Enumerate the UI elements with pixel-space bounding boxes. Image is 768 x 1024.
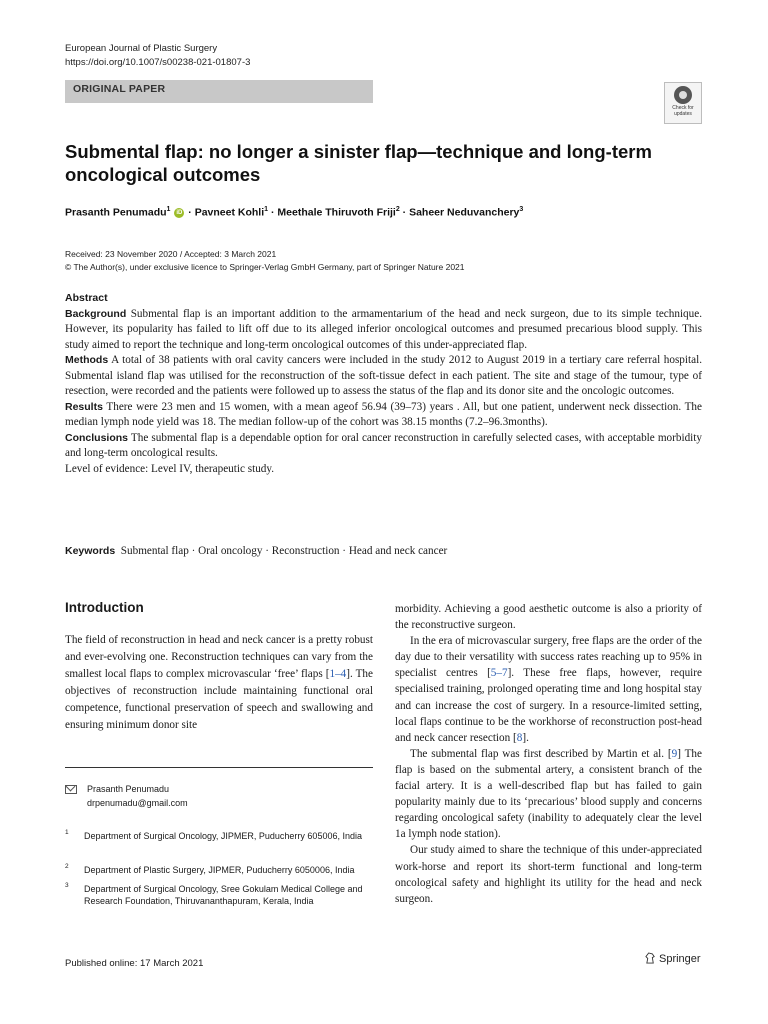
affiliation-text: Department of Surgical Oncology, JIPMER, Puducherry 605006, India [84, 831, 362, 841]
results-text: There were 23 men and 15 women, with a mean ageof 56.94 (39–73) years . All, but one patient, underwent neck dissection. The median lymph node yield was 18. The median follow-up of the cohort was 38.15 months (7.2–96.3months). [65, 400, 702, 428]
abstract-heading: Abstract [65, 292, 108, 304]
springer-horse-icon [645, 952, 656, 964]
conclusions-label: Conclusions [65, 431, 129, 444]
results-label: Results [65, 400, 103, 413]
corresponding-author [65, 782, 188, 810]
author-list: Prasanth Penumadu$^1$ iD · Pavneet Kohli$^1$ · Meethale Thiruvoth Friji$^2$ · Saheer Neduvanchery$^3$ [65, 206, 524, 219]
background-text: Submental flap is an important addition to the armamentarium of the head and neck surgeon, due to its simple technique. However, its popularity has failed to lift off due to its alleged inferior oncological outcomes and presumed precarious blood supply. This study aimed to report the technique and long-term oncological outcomes of this under-appreciated flap. [65, 307, 703, 351]
published-online: Published online: 17 March 2021 [65, 958, 204, 969]
received-accepted: Received: 23 November 2020 / Accepted: 3 March 2021 [65, 249, 277, 259]
check-for-updates-button[interactable] [664, 82, 702, 124]
article-dates [65, 248, 465, 274]
intro-paragraph-continued: morbidity. Achieving a good aesthetic outcome is also a priority of the reconstructive surgeon. [395, 603, 702, 632]
envelope-icon [65, 785, 77, 794]
body-column-left [65, 632, 373, 734]
author-name[interactable]: Prasanth Penumadu [65, 206, 167, 219]
author-affiliation-marker: 1 [166, 206, 171, 213]
journal-name: European Journal of Plastic Surgery [65, 43, 218, 54]
background-label: Background [65, 307, 127, 320]
section-heading-introduction: Introduction [65, 600, 144, 615]
corresponding-author-name: Prasanth Penumadu [87, 784, 170, 794]
affiliation-number: 1 [65, 829, 69, 836]
author-name[interactable]: Meethale Thiruvoth Friji [277, 206, 396, 219]
publisher-logo [645, 952, 701, 965]
methods-label: Methods [65, 354, 109, 366]
citation-link[interactable]: 9 [671, 747, 678, 760]
article-type-badge [65, 80, 373, 103]
abstract [65, 291, 702, 477]
author-affiliation-marker: 2 [395, 206, 400, 213]
corresponding-email[interactable]: drpenumadu@gmail.com [87, 798, 188, 808]
author-name[interactable]: Saheer Neduvanchery [409, 206, 520, 219]
citation-link[interactable]: 5–7 [490, 667, 508, 680]
affiliation-item [65, 883, 373, 907]
crossmark-icon [674, 86, 692, 104]
level-of-evidence: Level of evidence: Level IV, therapeutic study. [65, 462, 275, 475]
intro-paragraph-2: In the era of microvascular surgery, free flaps are the order of the day due to their versatility with success rates reaching up to 95% in specialist centres [5–7]. These free flaps, however, require specialised training, prolonged operating time and long hospital stay and can increase the cost of surgery. In a resource-limited setting, local flaps continue to be the workhorse of reconstruction post-head and neck cancer resection [8]. [395, 635, 702, 744]
methods-text: A total of 38 patients with oral cavity cancers were included in the study 2012 to August 2019 in a tertiary care referral hospital. Submental island flap was utilised for the reconstruction of the soft-tissue defect in each patient. The site and stage of the tumour, type of resection, were recorded and the patients were followed up to assess the status of the flap and its donor site and the oncologic outcomes. [65, 354, 702, 397]
conclusions-text: The submental flap is a dependable option for oral cancer reconstruction in carefully selected cases, with acceptable morbidity and long-term oncological results. [65, 431, 702, 459]
affiliation-number: 3 [65, 882, 69, 889]
affiliation-number: 2 [65, 863, 69, 870]
journal-header [65, 42, 250, 70]
author-affiliation-marker: 3 [519, 206, 524, 213]
crossmark-label: Check for updates [672, 105, 694, 117]
keywords-label: Keywords [65, 545, 116, 557]
affiliation-text: Department of Plastic Surgery, JIPMER, Puducherry 6050006, India [84, 865, 355, 875]
citation-link[interactable]: 8 [516, 731, 523, 744]
article-type-label: ORIGINAL PAPER [73, 83, 166, 95]
intro-paragraph-1: The field of reconstruction in head and neck cancer is a pretty robust and ever-evolving one. Reconstruction techniques can vary from the smallest local flaps to complex microvascular ‘free’ flaps [1–4]. The objectives of reconstruction include maintaining functional oral competence, functional preservation of speech and swallowing and ensuring minimum donor site [65, 634, 373, 731]
author-affiliation-marker: 1 [264, 206, 269, 213]
doi-link[interactable]: https://doi.org/10.1007/s00238-021-01807-3 [65, 57, 251, 68]
intro-paragraph-3: The submental flap was first described by Martin et al. [9] The flap is based on the submental artery, a consistent branch of the facial artery. It is a well-described flap but has failed to gain popularity mainly due to its ‘precarious’ blood supply and concerns regarding oncological safety (inability to adequately clear the level 1a lymph node station). [395, 747, 702, 841]
keywords [65, 545, 702, 557]
footnote-divider [65, 767, 373, 768]
intro-paragraph-4: Our study aimed to share the technique of this under-appreciated work-horse and report its short-term functional and long-term oncological safety and highlight its utility for the head and neck surgeon. [395, 844, 702, 905]
affiliation-item [65, 864, 373, 876]
keywords-text: Submental flap · Oral oncology · Reconstruction · Head and neck cancer [120, 545, 448, 557]
article-title: Submental flap: no longer a sinister flap—technique and long-term oncological outcomes [65, 141, 652, 185]
affiliation-text: Department of Surgical Oncology, Sree Gokulam Medical College and Research Foundation, Thiruvananthapuram, Kerala, India [84, 884, 363, 906]
orcid-icon[interactable]: iD [176, 209, 183, 216]
body-column-right [395, 601, 702, 907]
citation-link[interactable]: 1–4 [329, 668, 347, 680]
copyright-line: © The Author(s), under exclusive licence to Springer-Verlag GmbH Germany, part of Springer Nature 2021 [65, 262, 465, 272]
publisher-name: Springer [659, 953, 701, 965]
affiliation-item [65, 830, 373, 842]
author-name[interactable]: Pavneet Kohli [194, 206, 265, 219]
